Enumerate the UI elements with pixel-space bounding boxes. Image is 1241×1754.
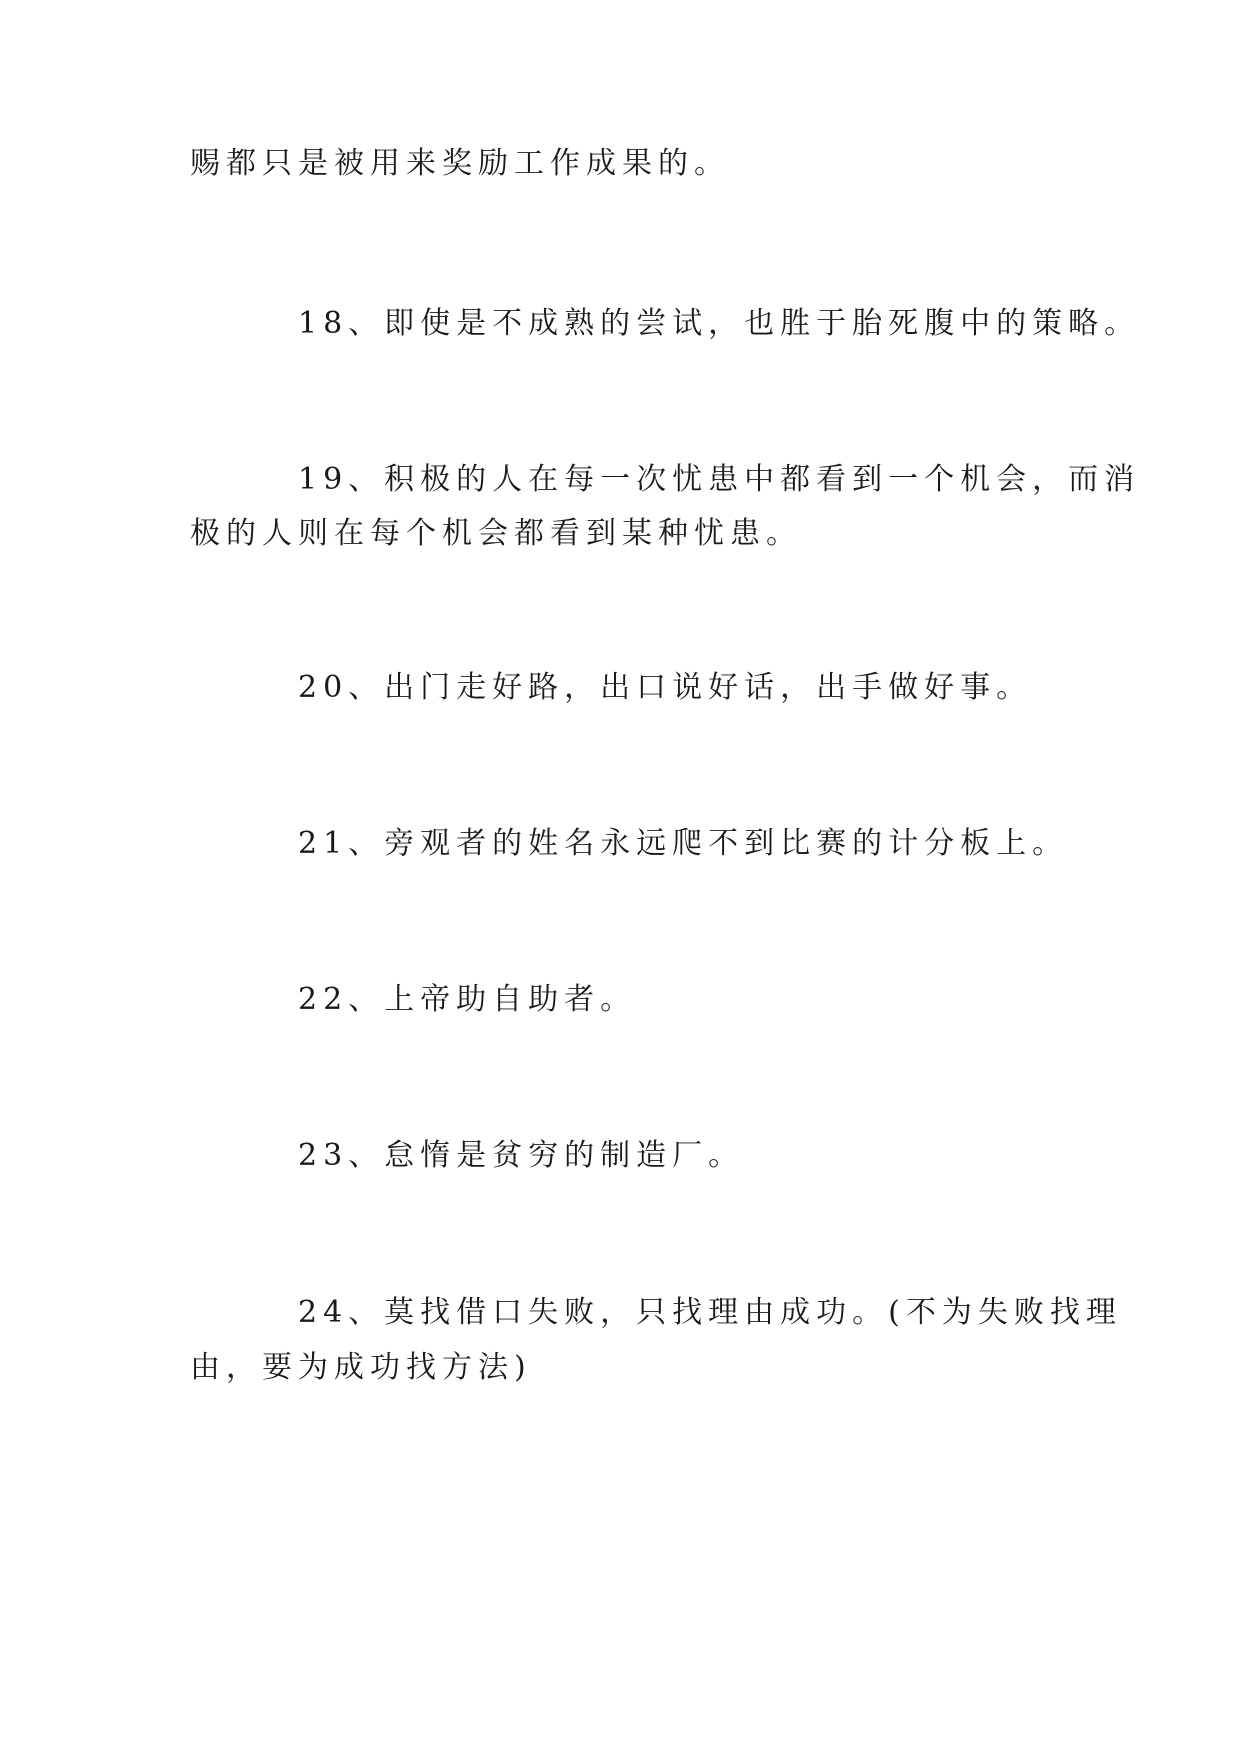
paragraph-24-line-1: 24、莫找借口失败，只找理由成功。(不为失败找理 (298, 1295, 1122, 1330)
paragraph-18: 18、即使是不成熟的尝试，也胜于胎死腹中的策略。 (298, 306, 1141, 341)
paragraph-22: 22、上帝助自助者。 (298, 982, 637, 1017)
paragraph-19-line-1: 19、积极的人在每一次忧患中都看到一个机会，而消 (298, 462, 1141, 497)
paragraph-23: 23、怠惰是贫穷的制造厂。 (298, 1138, 745, 1173)
paragraph-24-line-2: 由，要为成功找方法) (190, 1350, 532, 1385)
paragraph-21: 21、旁观者的姓名永远爬不到比赛的计分板上。 (298, 826, 1069, 861)
paragraph-17-continuation: 赐都只是被用来奖励工作成果的。 (190, 146, 730, 181)
paragraph-19-line-2: 极的人则在每个机会都看到某种忧患。 (190, 516, 802, 551)
paragraph-20: 20、出门走好路，出口说好话，出手做好事。 (298, 670, 1033, 705)
